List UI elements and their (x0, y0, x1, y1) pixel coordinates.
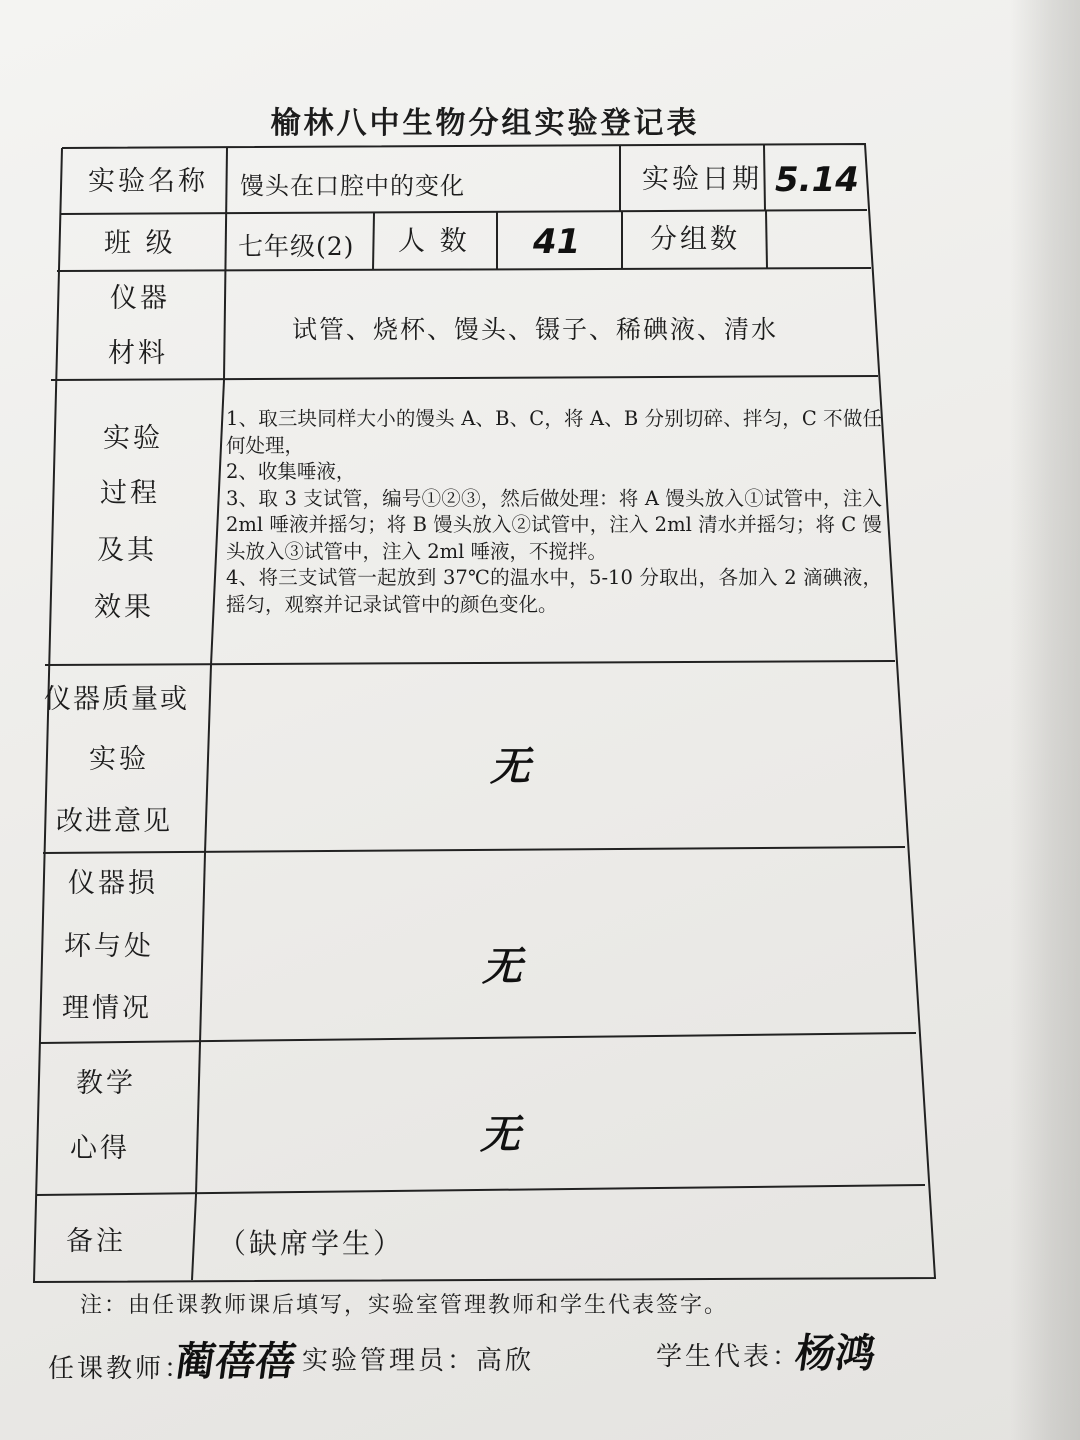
teacher-signature: 蔺蓓蓓 (172, 1338, 299, 1385)
value-class: 七年级(2) (238, 232, 355, 261)
label-damage-3: 理情况 (62, 993, 152, 1024)
process-step: 1、取三块同样大小的馒头 A、B、C，将 A、B 分别切碎、拌匀，C 不做任何处理， (226, 407, 882, 457)
label-class: 班 级 (104, 228, 176, 259)
label-process-1: 实验 (103, 423, 163, 454)
label-equipment-2: 材料 (108, 338, 168, 369)
value-experiment-name: 馒头在口腔中的变化 (240, 172, 465, 200)
label-equipment-1: 仪器 (110, 283, 170, 314)
label-quality-3: 改进意见 (56, 806, 172, 837)
value-quality: 无 (490, 744, 530, 790)
value-teaching: 无 (480, 1112, 520, 1158)
label-process-2: 过程 (100, 478, 160, 509)
process-steps (226, 406, 882, 618)
admin-label: 实验管理员：高欣 (302, 1346, 535, 1376)
student-label: 学生代表： (656, 1342, 802, 1372)
label-experiment-date: 实验日期 (642, 164, 762, 195)
label-groups: 分组数 (650, 224, 740, 255)
process-step: 4、将三支试管一起放到 37℃的温水中，5-10 分取出，各加入 2 滴碘液，摇匀，观察并记录试管中的颜色变化。 (226, 566, 882, 616)
label-count: 人 数 (398, 226, 470, 257)
label-damage-2: 坏与处 (64, 931, 154, 962)
value-count: 41 (533, 222, 581, 262)
label-quality-2: 实验 (89, 744, 149, 775)
form-title: 榆林八中生物分组实验登记表 (270, 106, 700, 141)
label-experiment-name: 实验名称 (88, 166, 208, 197)
label-remarks: 备注 (66, 1226, 126, 1257)
process-step: 3、取 3 支试管，编号①②③，然后做处理：将 A 馒头放入①试管中，注入 2ml 唾液并摇匀；将 B 馒头放入②试管中，注入 2ml 清水并摇匀；将 C 馒头放入③试管中，注入 2ml 唾液，不搅拌。 (226, 486, 882, 563)
footer-note: 注：由任课教师课后填写，实验室管理教师和学生代表签字。 (80, 1293, 729, 1318)
value-experiment-date: 5.14 (775, 160, 859, 200)
teacher-label: 任课教师： (48, 1354, 194, 1384)
label-process-4: 效果 (94, 592, 154, 623)
process-step: 2、收集唾液， (226, 460, 356, 483)
value-remarks: （缺席学生） (218, 1227, 405, 1260)
label-quality-1: 仪器质量或 (44, 684, 189, 715)
label-damage-1: 仪器损 (68, 868, 158, 899)
label-teaching-1: 教学 (76, 1068, 136, 1099)
value-damage: 无 (482, 944, 522, 990)
student-signature: 杨鸿 (792, 1330, 879, 1377)
value-equipment: 试管、烧杯、馒头、镊子、稀碘液、清水 (292, 315, 779, 344)
label-process-3: 及其 (97, 535, 157, 566)
label-teaching-2: 心得 (70, 1133, 130, 1164)
